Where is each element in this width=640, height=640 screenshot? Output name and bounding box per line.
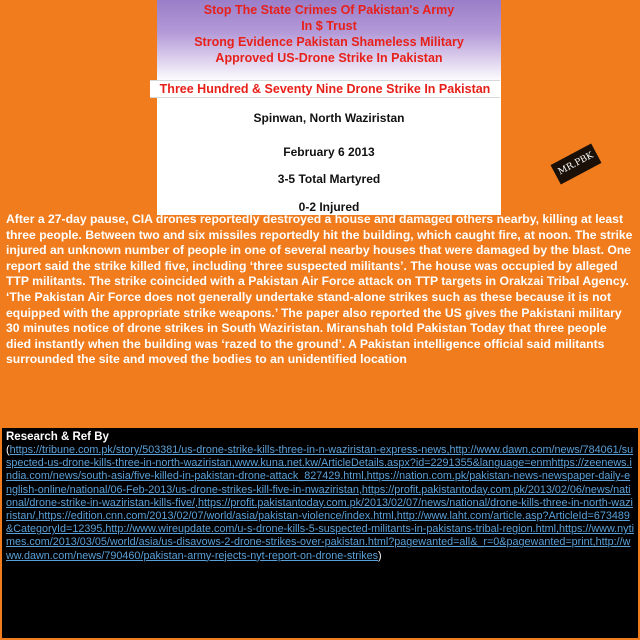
open-paren: ( xyxy=(6,444,10,456)
header-line: Approved US-Drone Strike In Pakistan xyxy=(215,51,443,65)
reference-links[interactable]: https://tribune.com.pk/story/503381/us-drone-strike-kills-three-in-n-waziristan-express-news,http://www.dawn.com/news/784061/suspected-us-drone-kills-three-in-north-waziristan,www.kuna.net.kw/ArticleDetails.aspx?id=2291355&language=enmhttps://zeenews.india.com/news/south-asia/five-killed-in-pakistan-drone-attack_827429.html,https://nation.com.pk/pakistan-news-newspaper-daily-english-online/national/06-Feb-2013/us-drone-strikes-kill-five-in-nwaziristan,https://profit.pakistantoday.com.pk/2013/02/06/news/national/drone-strike-in-waziristan-kills-five/,https://profit.pakistantoday.com.pk/2013/02/07/news/national/drone-kills-three-in-north-waziristan/,https://edition.cnn.com/2013/02/07/world/asia/pakistan-violence/index.html,http://www.laht.com/article.asp?ArticleId=673489&CategoryId=12395,http://www.wireupdate.com/u-s-drone-kills-5-suspected-militants-in-pakistans-tribal-region.html,https://www.nytimes.com/2013/03/05/world/asia/us-disavows-2-drone-strikes-over-pakistan.html?pagewanted=all&_r=0&pagewanted=print,http://www.dawn.com/news/790460/pakistan-army-rejects-nyt-report-on-drone-strikes xyxy=(6,444,634,562)
strike-title: Three Hundred & Seventy Nine Drone Strike In Pakistan xyxy=(150,80,500,98)
references-links xyxy=(6,444,634,563)
strike-location: Spinwan, North Waziristan xyxy=(253,111,405,125)
strike-date: February 6 2013 xyxy=(283,145,375,159)
close-paren: ) xyxy=(378,549,382,562)
injured-count: 0-2 Injured xyxy=(298,200,360,214)
martyred-count: 3-5 Total Martyred xyxy=(277,172,381,186)
author-stamp: MR.PBK xyxy=(551,143,602,184)
references-title: Research & Ref By xyxy=(6,431,109,443)
story-paragraph: After a 27-day pause, CIA drones reportedly destroyed a house and damaged others nearby, killing at least three people. Between two and six missiles reportedly hit the building, which caught fire, at noon. The strike injured an unknown number of people in one of several nearby houses that were damaged by the blast. One report said the strike killed five, including ‘three suspected militants’. The house was occupied by alleged TTP militants. The strike coincided with a Pakistan Air Force attack on TTP targets in Orakzai Tribal Agency. ‘The Pakistan Air Force does not generally undertake stand-alone strikes such as these because it is not equipped with the appropriate strike weapons.’ The paper also reported the US gives the Pakistani military 30 minutes notice of drone strikes in South Waziristan. Miranshah told Pakistan Today that three people died instantly when the building was ‘razed to the ground’. A Pakistan intelligence official said militants surrounded the site and moved the bodies to an unidentified location xyxy=(6,212,633,367)
header-line: Strong Evidence Pakistan Shameless Military xyxy=(194,35,464,49)
header-line: In $ Trust xyxy=(301,19,357,33)
references-box xyxy=(2,428,638,638)
header-line: Stop The State Crimes Of Pakistan's Army xyxy=(203,3,455,17)
header-banner xyxy=(157,0,501,82)
